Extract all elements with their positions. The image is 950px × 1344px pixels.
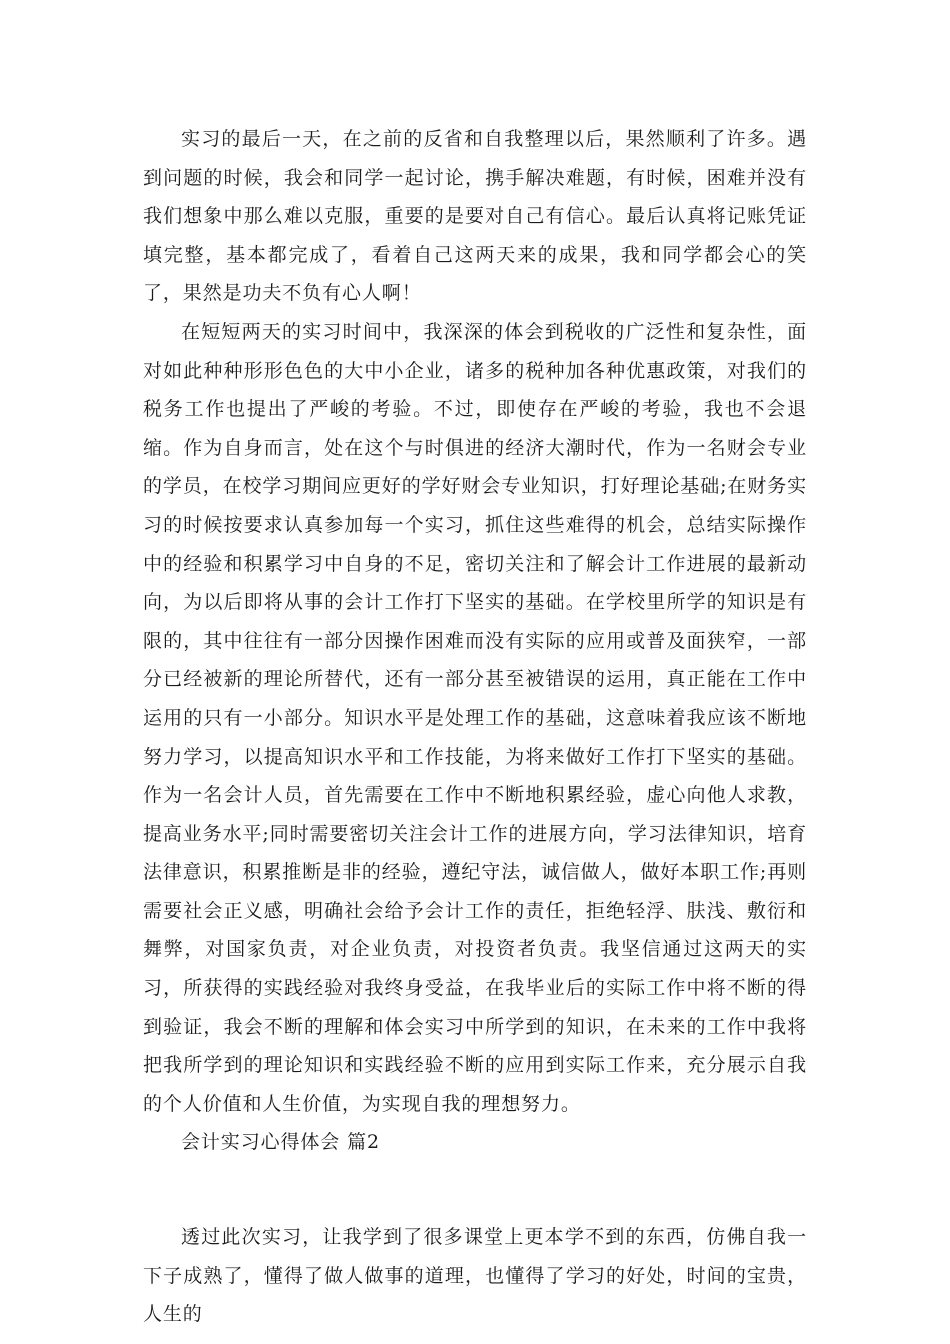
document-body [143,120,807,1334]
paragraph-closing: 透过此次实习，让我学到了很多课堂上更本学不到的东西，仿佛自我一下子成熟了，懂得了做人做事的道理，也懂得了学习的好处，时间的宝贵，人生的 [143,1226,807,1326]
paragraph-tax-reflection: 在短短两天的实习时间中，我深深的体会到税收的广泛性和复杂性，面对如此种种形形色色的大中小企业，诸多的税种加各种优惠政策，对我们的税务工作也提出了严峻的考验。不过，即使存在严峻的考验，我也不会退缩。作为自身而言，处在这个与时俱进的经济大潮时代，作为一名财会专业的学员，在校学习期间应更好的学好财会专业知识，打好理论基础;在财务实习的时候按要求认真参加每一个实习，抓住这些难得的机会，总结实际操作中的经验和积累学习中自身的不足，密切关注和了解会计工作进展的最新动向，为以后即将从事的会计工作打下坚实的基础。在学校里所学的知识是有限的，其中往往有一部分因操作困难而没有实际的应用或普及面狭窄，一部分已经被新的理论所替代，还有一部分甚至被错误的运用，真正能在工作中运用的只有一小部分。知识水平是处理工作的基础，这意味着我应该不断地努力学习，以提高知识水平和工作技能，为将来做好工作打下坚实的基础。作为一名会计人员，首先需要在工作中不断地积累经验，虚心向他人求教，提高业务水平;同时需要密切关注会计工作的进展方向，学习法律知识，培育法律意识，积累推断是非的经验，遵纪守法，诚信做人，做好本职工作;再则需要社会正义感，明确社会给予会计工作的责任，拒绝轻浮、肤浅、敷衍和舞弊，对国家负责，对企业负责，对投资者负责。我坚信通过这两天的实习，所获得的实践经验对我终身受益，在我毕业后的实际工作中将不断的得到验证，我会不断的理解和体会实习中所学到的知识，在未来的工作中我将把我所学到的理论知识和实践经验不断的应用到实际工作来，充分展示自我的个人价值和人生价值，为实现自我的理想努力。 [143,320,808,1115]
paragraph-internship-last-day: 实习的最后一天，在之前的反省和自我整理以后，果然顺利了许多。遇到问题的时候，我会和同学一起讨论，携手解决难题，有时候，困难并没有我们想象中那么难以克服，重要的是要对自己有信心。最后认真将记账凭证填完整，基本都完成了，看着自己这两天来的成果，我和同学都会心的笑了，果然是功夫不负有心人啊！ [143,128,807,305]
section-heading: 会计实习心得体会 篇2 [181,1131,381,1154]
